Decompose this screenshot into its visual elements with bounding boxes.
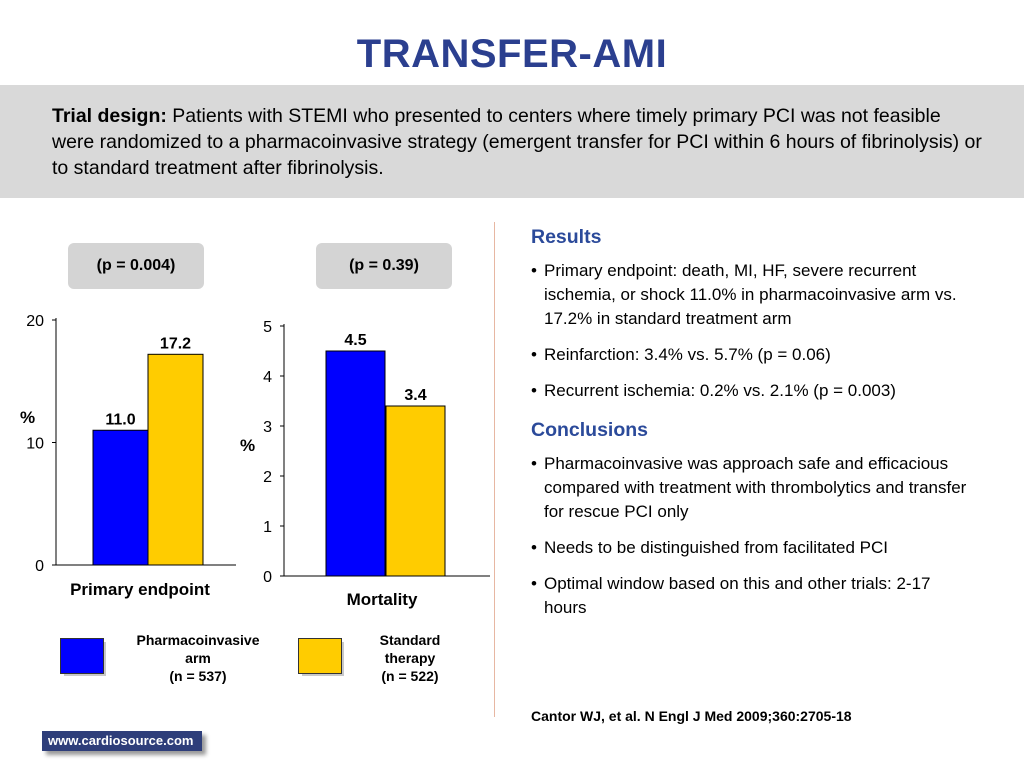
bar-pharmacoinvasive xyxy=(93,430,148,565)
y-tick-label: 0 xyxy=(35,558,44,575)
conclusions-item: • Optimal window based on this and other trials: 2-17 hours xyxy=(531,572,971,620)
trial-design-body: Patients with STEMI who presented to centers where timely primary PCI was not feasible were randomized to a pharmacoinvasive strategy (emergent transfer for PCI within 6 hours of fibrinolysis) or to standard treatment after fibrinolysis. xyxy=(52,105,982,179)
bar-pharmacoinvasive xyxy=(326,351,385,576)
chart-title: Mortality xyxy=(346,590,418,609)
results-heading: Results xyxy=(531,226,602,248)
y-tick-label: 2 xyxy=(263,469,272,486)
y-tick-label: 20 xyxy=(26,313,44,330)
bar-standard xyxy=(148,354,203,565)
data-label: 4.5 xyxy=(344,332,367,349)
y-tick-label: 0 xyxy=(263,569,272,586)
legend-label-pharmacoinvasive: Pharmacoinvasive arm (n = 537) xyxy=(136,632,260,684)
p-value-primary: (p = 0.004) xyxy=(96,257,176,274)
slide-title: TRANSFER-AMI xyxy=(356,32,668,76)
column-divider xyxy=(494,222,495,717)
y-tick-label: 10 xyxy=(26,435,44,453)
legend-swatch-standard xyxy=(298,638,342,674)
trial-design-label: Trial design: xyxy=(52,105,167,127)
p-value-mortality: (p = 0.39) xyxy=(349,257,419,274)
conclusions-item: • Pharmacoinvasive was approach safe and efficacious compared with treatment with thrombolytics and transfer for rescue PCI only xyxy=(531,452,971,524)
chart-title: Primary endpoint xyxy=(70,580,210,599)
cardiosource-logo[interactable]: www.cardiosource.com xyxy=(42,731,202,751)
results-panel xyxy=(531,226,971,632)
y-axis-label: % xyxy=(240,436,256,455)
y-tick-label: 3 xyxy=(263,419,272,436)
results-item: • Recurrent ischemia: 0.2% vs. 2.1% (p = 0.003) xyxy=(531,379,971,403)
results-item: • Primary endpoint: death, MI, HF, severe recurrent ischemia, or shock 11.0% in pharmacoinvasive arm vs. 17.2% in standard treatment arm xyxy=(531,259,971,331)
data-label: 17.2 xyxy=(159,335,192,353)
citation: Cantor WJ, et al. N Engl J Med 2009;360:2705-18 xyxy=(531,708,852,724)
conclusions-list xyxy=(531,452,971,620)
conclusions-item: • Needs to be distinguished from facilitated PCI xyxy=(531,536,971,560)
results-list xyxy=(531,259,971,403)
conclusions-heading: Conclusions xyxy=(531,419,649,441)
y-tick-label: 5 xyxy=(263,319,272,336)
data-label: 3.4 xyxy=(404,387,427,404)
bar-standard xyxy=(386,406,445,576)
legend-label-standard: Standard therapy (n = 522) xyxy=(379,632,441,684)
results-item: • Reinfarction: 3.4% vs. 5.7% (p = 0.06) xyxy=(531,343,971,367)
y-tick-label: 4 xyxy=(263,369,272,386)
y-tick-label: 1 xyxy=(263,519,272,536)
y-axis-label: % xyxy=(20,408,36,427)
data-label: 11.0 xyxy=(105,411,136,429)
legend-swatch-pharmacoinvasive xyxy=(60,638,104,674)
